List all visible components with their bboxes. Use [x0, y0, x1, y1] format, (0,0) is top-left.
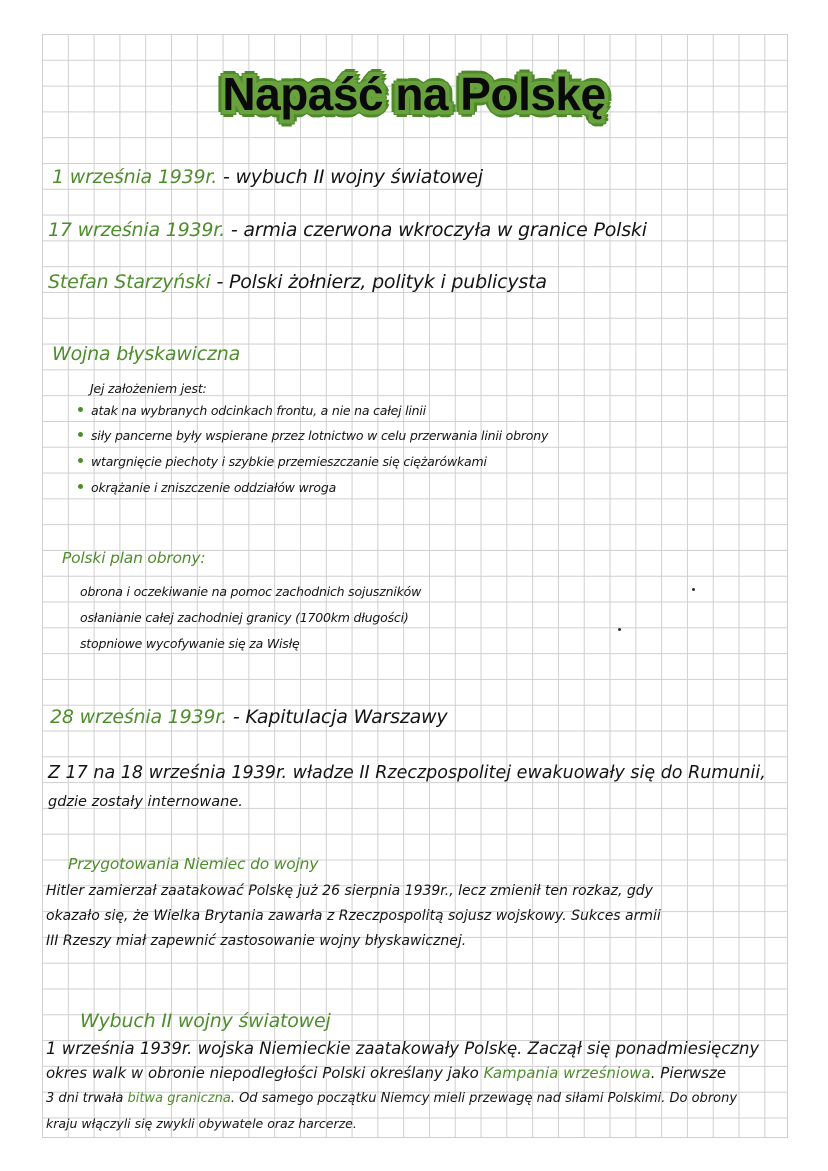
- title-banner: [196, 60, 632, 128]
- fact-row: [48, 271, 547, 293]
- outbreak-paragraph: 1 września 1939r. wojska Niemieckie zaatakowały Polskę. Zaczął się ponadmiesięczny okres walk w obronie niepodległości Polski określany jako Kampania wrześniowa. Pierwsze 3 dni trwała bitwa graniczna. Od samego początku Niemcy mieli przewagę nad siłami Polskimi. Do obrony kraju włączyli się zwykli obywatele oraz harcerze.: [46, 1039, 760, 1131]
- page-title: Napaść na Polskę: [222, 68, 606, 120]
- evacuation-paragraph: Z 17 na 18 września 1939r. władze II Rzeczpospolitej ewakuowały się do Rumunii, gdzie zostały internowane.: [48, 763, 766, 810]
- section-heading-blitzkrieg: Wojna błyskawiczna: [52, 343, 241, 365]
- section-heading-defense-plan: Polski plan obrony:: [62, 549, 206, 567]
- stray-dot: [692, 588, 695, 591]
- fact-text: wybuch II wojny światowej: [235, 166, 483, 188]
- list-item: okrążanie i zniszczenie oddziałów wroga: [78, 480, 336, 495]
- list-item: stopniowe wycofywanie się za Wisłę: [80, 636, 300, 651]
- list-item: siły pancerne były wspierane przez lotnictwo w celu przerwania linii obrony: [78, 428, 548, 443]
- highlight-bitwa-graniczna: bitwa graniczna: [127, 1091, 231, 1106]
- fact-text: Kapitulacja Warszawy: [245, 706, 448, 728]
- bullet-dot-icon: [78, 432, 83, 437]
- fact-row-capitulation: [50, 706, 447, 728]
- bullet-dot-icon: [78, 458, 83, 463]
- fact-term: 28 września 1939r.: [50, 706, 227, 728]
- fact-term: 17 września 1939r.: [48, 219, 225, 241]
- stray-dot: [618, 628, 621, 631]
- list-item: obrona i oczekiwanie na pomoc zachodnich sojuszników: [80, 584, 422, 599]
- fact-row: [52, 166, 483, 188]
- section-heading-preparations: Przygotowania Niemiec do wojny: [68, 855, 319, 873]
- fact-term: Stefan Starzyński: [48, 271, 211, 293]
- fact-text: armia czerwona wkroczyła w granice Polski: [243, 219, 647, 241]
- fact-term: 1 września 1939r.: [52, 166, 218, 188]
- blitzkrieg-intro: Jej założeniem jest:: [90, 381, 207, 396]
- fact-separator: -: [225, 219, 244, 241]
- highlight-kampania-wrzesniowa: Kampania wrześniowa: [483, 1064, 651, 1082]
- fact-separator: -: [210, 271, 229, 293]
- preparations-paragraph: Hitler zamierzał zaatakować Polskę już 26 sierpnia 1939r., lecz zmienił ten rozkaz, gdy okazało się, że Wielka Brytania zawarła z Rzeczpospolitą sojusz wojskowy. Sukces armii III Rzeszy miał zapewnić zastosowanie wojny błyskawicznej.: [46, 883, 661, 949]
- fact-text: Polski żołnierz, polityk i publicysta: [228, 271, 547, 293]
- fact-separator: -: [217, 166, 236, 188]
- list-item: atak na wybranych odcinkach frontu, a nie na całej linii: [78, 403, 426, 418]
- bullet-dot-icon: [78, 407, 83, 412]
- bullet-dot-icon: [78, 484, 83, 489]
- section-heading-outbreak: Wybuch II wojny światowej: [80, 1010, 331, 1032]
- fact-row: [48, 219, 647, 241]
- fact-separator: -: [227, 706, 246, 728]
- list-item: wtargnięcie piechoty i szybkie przemieszczanie się ciężarówkami: [78, 454, 487, 469]
- list-item: osłanianie całej zachodniej granicy (1700km długości): [80, 610, 409, 625]
